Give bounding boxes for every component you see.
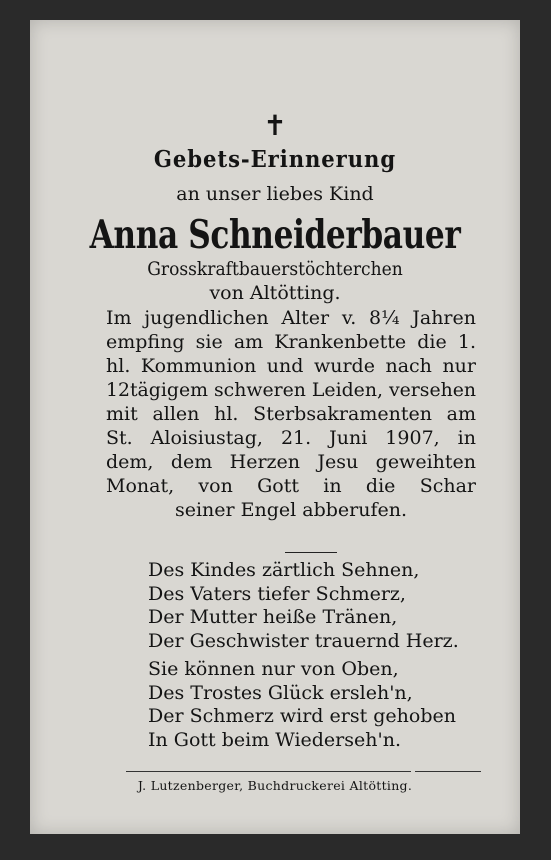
memorial-line: seiner Engel abberufen.	[174, 499, 408, 521]
memorial-line: empfing sie am Krankenbette die 1.	[106, 331, 476, 353]
deceased-name: Anna Schneiderbauer	[89, 212, 461, 258]
prayer-card	[30, 20, 520, 834]
memorial-line: 12tägigem schweren Leiden, versehen	[106, 379, 477, 401]
verse-line: In Gott beim Wiederseh'n.	[148, 728, 401, 751]
verse-line: Des Trostes Glück ersleh'n,	[148, 681, 413, 704]
verse-stanza-1	[148, 559, 459, 653]
verse-line: Des Kindes zärtlich Sehnen,	[148, 559, 420, 581]
section-divider	[285, 552, 337, 553]
verse-line: Sie können nur von Oben,	[148, 658, 399, 680]
verse-line: Des Vaters tiefer Schmerz,	[148, 582, 406, 605]
cross-icon: ✝	[263, 109, 287, 142]
footer-rule	[126, 771, 411, 772]
card-subtitle: an unser liebes Kind	[176, 183, 374, 205]
memorial-text	[106, 306, 476, 522]
card-title: Gebets-Erinnerung	[153, 146, 397, 173]
memorial-line: mit allen hl. Sterbsakramenten am	[106, 403, 476, 425]
verse-stanza-2	[148, 658, 456, 752]
memorial-line: St. Aloisiustag, 21. Juni 1907, in	[106, 427, 476, 449]
memorial-line: Monat, von Gott in die Schar	[106, 475, 476, 497]
verse-line: Der Mutter heiße Tränen,	[148, 606, 398, 628]
deceased-place: von Altötting.	[209, 282, 341, 304]
printer-imprint: J. Lutzenberger, Buchdruckerei Altötting.	[137, 778, 413, 793]
memorial-line: dem, dem Herzen Jesu geweihten	[106, 451, 476, 473]
footer-rule	[415, 771, 481, 772]
deceased-description: Grosskraftbauerstöchterchen	[147, 258, 403, 280]
verse-line: Der Geschwister trauernd Herz.	[148, 629, 459, 652]
memorial-line: Im jugendlichen Alter v. 8¼ Jahren	[106, 307, 476, 329]
memorial-line: hl. Kommunion und wurde nach nur	[106, 355, 476, 377]
verse-line: Der Schmerz wird erst gehoben	[148, 705, 456, 727]
